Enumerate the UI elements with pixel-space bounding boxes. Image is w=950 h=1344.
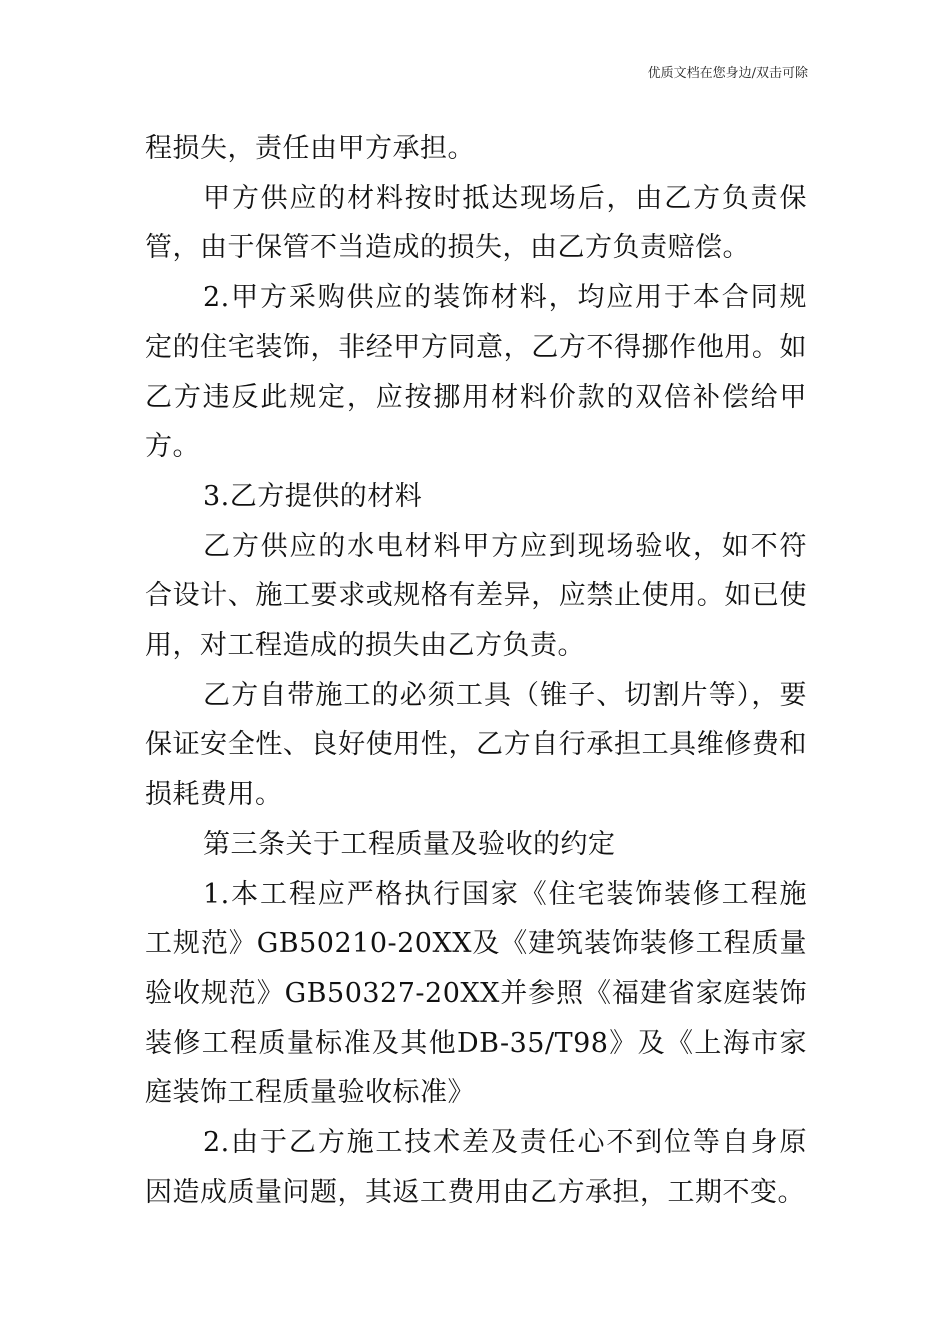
header-note: 优质文档在您身边/双击可除	[647, 66, 808, 81]
section-heading-article-3: 第三条关于工程质量及验收的约定	[203, 828, 616, 860]
paragraph-quality-standards: 1.本工程应严格执行国家《住宅装饰装修工程施工规范》GB50210-20XX及《建筑装饰装修工程质量验收规范》GB50327-20XX并参照《福建省家庭装饰装修工程质量标准及其他DB-35/T98》及《上海市家庭装饰工程质量验收标准》	[145, 878, 807, 1109]
paragraph-rework: 2.由于乙方施工技术差及责任心不到位等自身原因造成质量问题，其返工费用由乙方承担，工期不变。	[145, 1127, 807, 1208]
paragraph-supplied-materials: 乙方供应的水电材料甲方应到现场验收，如不符合设计、施工要求或规格有差异，应禁止使用。如已使用，对工程造成的损失由乙方负责。	[145, 530, 807, 662]
paragraph-clause-2: 2.甲方采购供应的装饰材料，均应用于本合同规定的住宅装饰，非经甲方同意，乙方不得挪作他用。如乙方违反此规定，应按挪用材料价款的双倍补偿给甲方。	[145, 282, 807, 463]
paragraph-tools: 乙方自带施工的必须工具（锥子、切割片等），要保证安全性、良好使用性，乙方自行承担工具维修费和损耗费用。	[145, 679, 807, 811]
document-body	[145, 124, 807, 1217]
paragraph-clause-3-heading: 3.乙方提供的材料	[203, 480, 423, 512]
paragraph-material-custody: 甲方供应的材料按时抵达现场后，由乙方负责保管，由于保管不当造成的损失，由乙方负责赔偿。	[145, 182, 807, 264]
paragraph-continuation: 程损失，责任由甲方承担。	[145, 133, 475, 164]
